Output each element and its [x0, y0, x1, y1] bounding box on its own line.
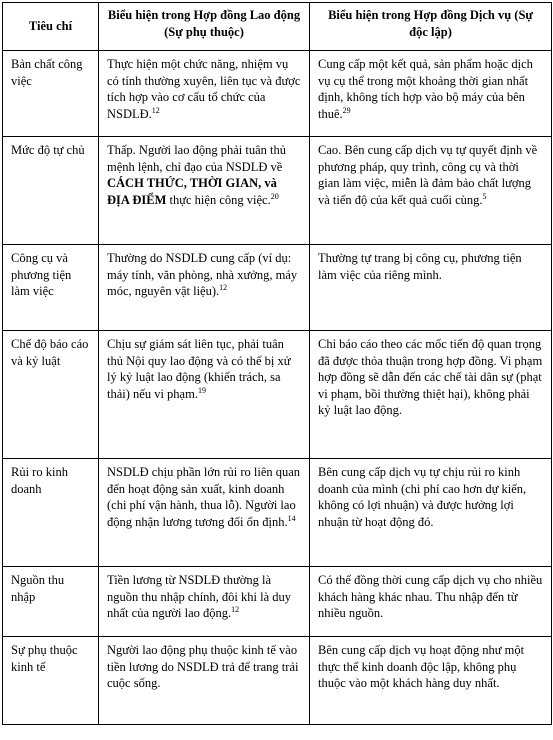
cell-text: NSDLĐ chịu phần lớn rủi ro liên quan đến hoạt động sản xuất, kinh doanh (chi phí vận hành, thua lỗ). Người lao động nhận lương tương đối ổn định. — [107, 465, 301, 529]
service-cell — [310, 137, 552, 245]
labor-cell — [99, 245, 310, 331]
table-row — [3, 51, 552, 137]
criterion-cell: Chế độ báo cáo và kỷ luật — [3, 331, 99, 459]
footnote-ref: 19 — [197, 385, 206, 395]
footnote-ref: 14 — [287, 513, 296, 523]
header-row — [3, 3, 552, 51]
labor-cell — [99, 637, 310, 725]
service-cell — [310, 245, 552, 331]
footnote-ref: 5 — [482, 191, 487, 201]
header-criterion: Tiêu chí — [3, 3, 99, 51]
footnote-ref: 29 — [342, 105, 351, 115]
footnote-ref: 12 — [231, 604, 240, 614]
header-service-contract: Biểu hiện trong Hợp đồng Dịch vụ (Sự độc lập) — [310, 3, 552, 51]
cell-text: Người lao động phụ thuộc kinh tế vào tiền lương do NSDLĐ trả để trang trải cuộc sống. — [107, 643, 299, 690]
service-cell — [310, 51, 552, 137]
table-row — [3, 245, 552, 331]
comparison-table — [2, 2, 552, 725]
criterion-cell: Rủi ro kinh doanh — [3, 459, 99, 567]
labor-cell — [99, 51, 310, 137]
labor-cell — [99, 459, 310, 567]
cell-text: Bên cung cấp dịch vụ tự chịu rủi ro kinh doanh của mình (chi phí cao hơn dự kiến, không có lợi nhuận) và được hưởng lợi nhuận từ hoạt động đó. — [318, 465, 527, 529]
table-row — [3, 637, 552, 725]
criterion-cell: Sự phụ thuộc kinh tế — [3, 637, 99, 725]
service-cell — [310, 567, 552, 637]
criterion-cell: Mức độ tự chủ — [3, 137, 99, 245]
footnote-ref: 20 — [270, 191, 279, 201]
labor-cell — [99, 567, 310, 637]
cell-text: Thường do NSDLĐ cung cấp (ví dụ: máy tính, văn phòng, nhà xưởng, máy móc, nguyên vật liệu). — [107, 251, 298, 298]
table-row — [3, 331, 552, 459]
table-row — [3, 137, 552, 245]
cell-text: Thực hiện một chức năng, nhiệm vụ có tính thường xuyên, liên tục và được tích hợp vào cơ cấu tổ chức của NSDLĐ. — [107, 57, 301, 121]
table-row — [3, 459, 552, 567]
criterion-cell: Công cụ và phương tiện làm việc — [3, 245, 99, 331]
criterion-cell: Bản chất công việc — [3, 51, 99, 137]
cell-text: Cao. Bên cung cấp dịch vụ tự quyết định về phương pháp, quy trình, công cụ và thời gian làm việc, miễn là đảm bảo chất lượng và tiến độ của kết quả cuối cùng. — [318, 143, 538, 207]
criterion-cell: Nguồn thu nhập — [3, 567, 99, 637]
table-row — [3, 567, 552, 637]
cell-text: Chỉ báo cáo theo các mốc tiến độ quan trọng đã được thỏa thuận trong hợp đồng. Vi phạm hợp đồng sẽ dẫn đến các chế tài dân sự (phạt vi phạm, bồi thường thiệt hại), không phải kỷ luật lao động. — [318, 337, 543, 417]
cell-emphasis: CÁCH THỨC, THỜI GIAN, và ĐỊA ĐIỂM — [107, 176, 277, 207]
cell-text: Cung cấp một kết quả, sản phẩm hoặc dịch vụ cụ thể trong một khoảng thời gian nhất định, không tích hợp vào bộ máy của bên thuê. — [318, 57, 533, 121]
cell-text: Tiền lương từ NSDLĐ thường là nguồn thu nhập chính, đôi khi là duy nhất của người lao động. — [107, 573, 292, 620]
cell-text: thực hiện công việc. — [166, 192, 271, 207]
header-labor-contract: Biểu hiện trong Hợp đồng Lao động (Sự phụ thuộc) — [99, 3, 310, 51]
labor-cell — [99, 137, 310, 245]
service-cell — [310, 331, 552, 459]
cell-text: Thấp. Người lao động phải tuân thủ mệnh lệnh, chỉ đạo của NSDLĐ về — [107, 143, 286, 174]
cell-text: Chịu sự giám sát liên tục, phải tuân thủ Nội quy lao động và có thể bị xử lý kỷ luật lao động (khiển trách, sa thải) nếu vi phạm. — [107, 337, 291, 401]
cell-text: Bên cung cấp dịch vụ hoạt động như một thực thể kinh doanh độc lập, không phụ thuộc vào một khách hàng duy nhất. — [318, 643, 525, 690]
footnote-ref: 12 — [219, 282, 228, 292]
service-cell — [310, 459, 552, 567]
labor-cell — [99, 331, 310, 459]
service-cell — [310, 637, 552, 725]
cell-text: Có thể đồng thời cung cấp dịch vụ cho nhiều khách hàng khác nhau. Thu nhập đến từ nhiều nguồn. — [318, 573, 543, 620]
footnote-ref: 12 — [151, 105, 160, 115]
cell-text: Thường tự trang bị công cụ, phương tiện làm việc của riêng mình. — [318, 251, 522, 282]
